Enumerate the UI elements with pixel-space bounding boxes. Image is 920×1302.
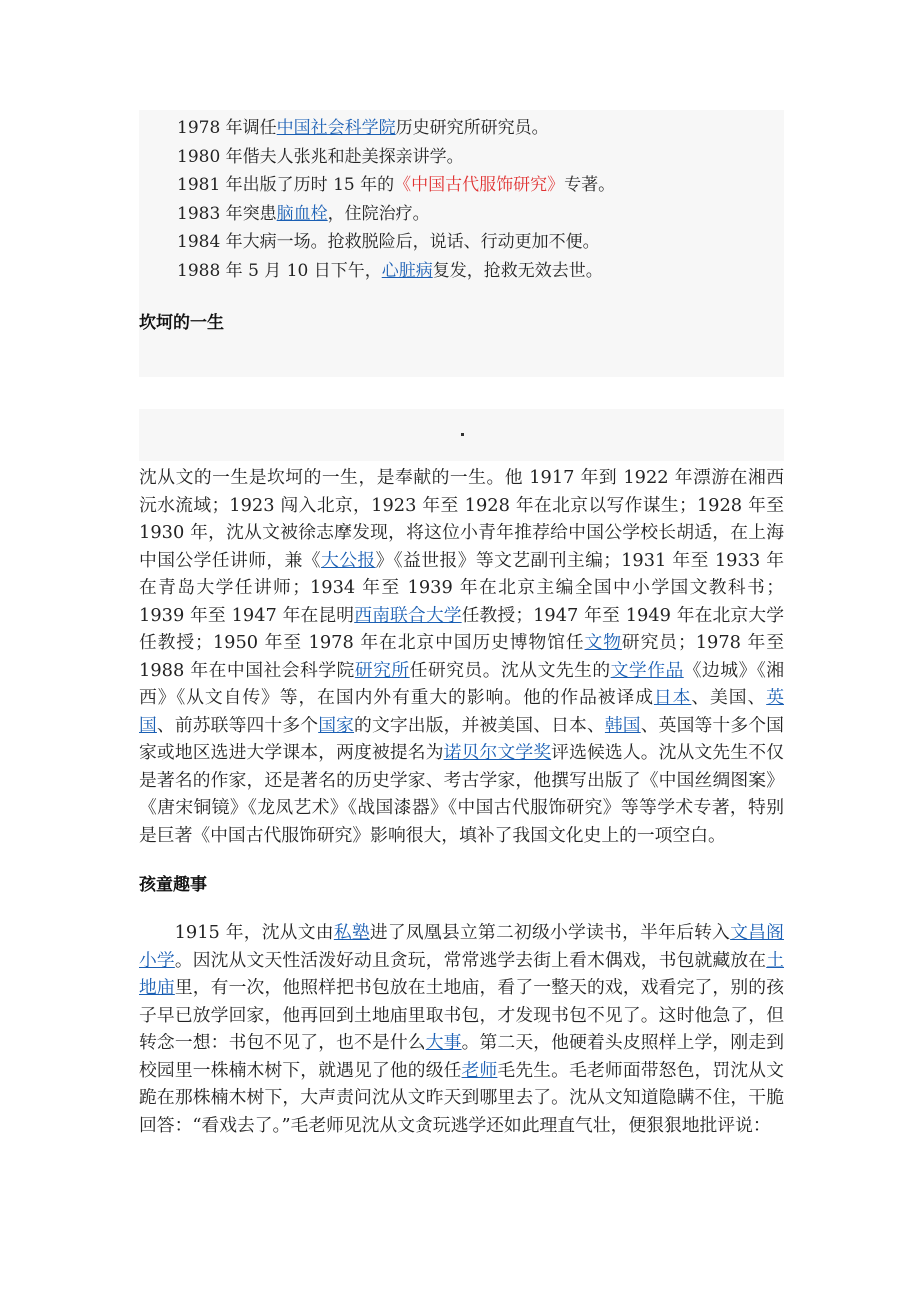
timeline-line-1984: 1984 年大病一场。抢救脱险后，说话、行动更加不便。 (177, 232, 600, 252)
timeline-line-1981: 1981 年出版了历时 15 年的《中国古代服饰研究》专著。 (177, 175, 616, 195)
timeline-line-1978: 1978 年调任中国社会科学院历史研究所研究员。 (177, 118, 549, 138)
link-private-school[interactable]: 私塾 (333, 922, 370, 943)
link-cultural-relics[interactable]: 文物 (584, 632, 622, 653)
link-britain[interactable]: 英国 (139, 687, 784, 736)
link-research-institute[interactable]: 研究所 (354, 659, 410, 681)
link-literary-works[interactable]: 文学作品 (610, 659, 684, 681)
paragraph-hardship: 沈从文的一生是坎坷的一生，是奉献的一生。他 1917 年到 1922 年漂游在湘西沅水流域；1923 闯入北京，1923 年至 1928 年在北京以写作谋生；1928 年至 1930 年，沈从文被徐志摩发现，将这位小青年推荐给中国公学校长胡适，在上海中国公学任讲师，兼《大公报》《益世报》等文艺副刊主编；1931 年至 1933 年在青岛大学任讲师；1934 年至 1939 年在北京主编全国中小学国文教科书；1939 年至 1947 年在昆明西南联合大学任教授；1947 年至 1949 年在北京大学任教授；1950 年至 1978 年在北京中国历史博物馆任文物研究员；1978 年至 1988 年在中国社会科学院研究所任研究员。沈从文先生的文学作品《边城》《湘西》《从文自传》等，在国内外有重大的影响。他的作品被译成日本、美国、英国、前苏联等四十多个国家的文字出版，并被美国、日本、韩国、英国等十多个国家或地区选进大学课本，两度被提名为诺贝尔文学奖评选候选人。沈从文先生不仅是著名的作家，还是著名的历史学家、考古学家，他撰写出版了《中国丝绸图案》《唐宋铜镜》《龙凤艺术》《战国漆器》《中国古代服饰研究》等等学术专著，特别是巨著《中国古代服饰研究》影响很大，填补了我国文化史上的一项空白。 (139, 467, 784, 846)
paragraph-childhood: 1915 年，沈从文由私塾进了凤凰县立第二初级小学读书，半年后转入文昌阁小学。因沈从文天性活泼好动且贪玩，常常逃学去街上看木偶戏，书包就藏放在土地庙里，有一次，他照样把书包放在土地庙，看了一整天的戏，戏看完了，别的孩子早已放学回家，他再回到土地庙里取书包，才发现书包不见了。这时他急了，但转念一想：书包不见了，也不是什么大事。第二天，他硬着头皮照样上学，刚走到校园里一株楠木树下，就遇见了他的级任老师毛先生。毛老师面带怒色，罚沈从文跪在那株楠木树下，大声责问沈从文昨天到哪里去了。沈从文知道隐瞒不住，干脆回答：“看戏去了。”毛老师见沈从文贪玩逃学还如此理直气壮，便狠狠地批评说： (139, 922, 784, 1136)
link-costume-research[interactable]: 《中国古代服饰研究》 (394, 175, 565, 195)
timeline-block (139, 110, 784, 291)
timeline-line-1983: 1983 年突患脑血栓，住院治疗。 (177, 203, 430, 224)
link-nobel-prize[interactable]: 诺贝尔文学奖 (443, 742, 552, 763)
link-earth-god-temple[interactable]: 土地庙 (139, 949, 784, 998)
document-page (139, 110, 784, 1139)
link-wenchangge-school[interactable]: 文昌阁小学 (139, 922, 784, 971)
link-heart-disease[interactable]: 心脏病 (381, 260, 433, 281)
link-big-deal[interactable]: 大事 (425, 1032, 462, 1053)
link-teacher[interactable]: 老师 (461, 1059, 498, 1081)
placeholder-dot (461, 433, 464, 436)
link-korea[interactable]: 韩国 (604, 714, 641, 736)
image-placeholder (139, 409, 784, 461)
blank-band (139, 377, 784, 409)
link-country[interactable]: 国家 (318, 714, 355, 736)
section-heading-childhood: 孩童趣事 (139, 849, 784, 919)
link-dagongbao[interactable]: 大公报 (321, 549, 376, 571)
link-cass[interactable]: 中国社会科学院 (276, 118, 396, 138)
timeline-line-1980: 1980 年偕夫人张兆和赴美探亲讲学。 (177, 146, 464, 167)
link-thrombosis[interactable]: 脑血栓 (276, 203, 328, 224)
timeline-line-1988: 1988 年 5 月 10 日下午，心脏病复发，抢救无效去世。 (177, 260, 603, 281)
link-southwest-associated-university[interactable]: 西南联合大学 (354, 604, 462, 626)
link-japan[interactable]: 日本 (653, 687, 692, 708)
section-heading-hardship: 坎坷的一生 (139, 291, 784, 377)
